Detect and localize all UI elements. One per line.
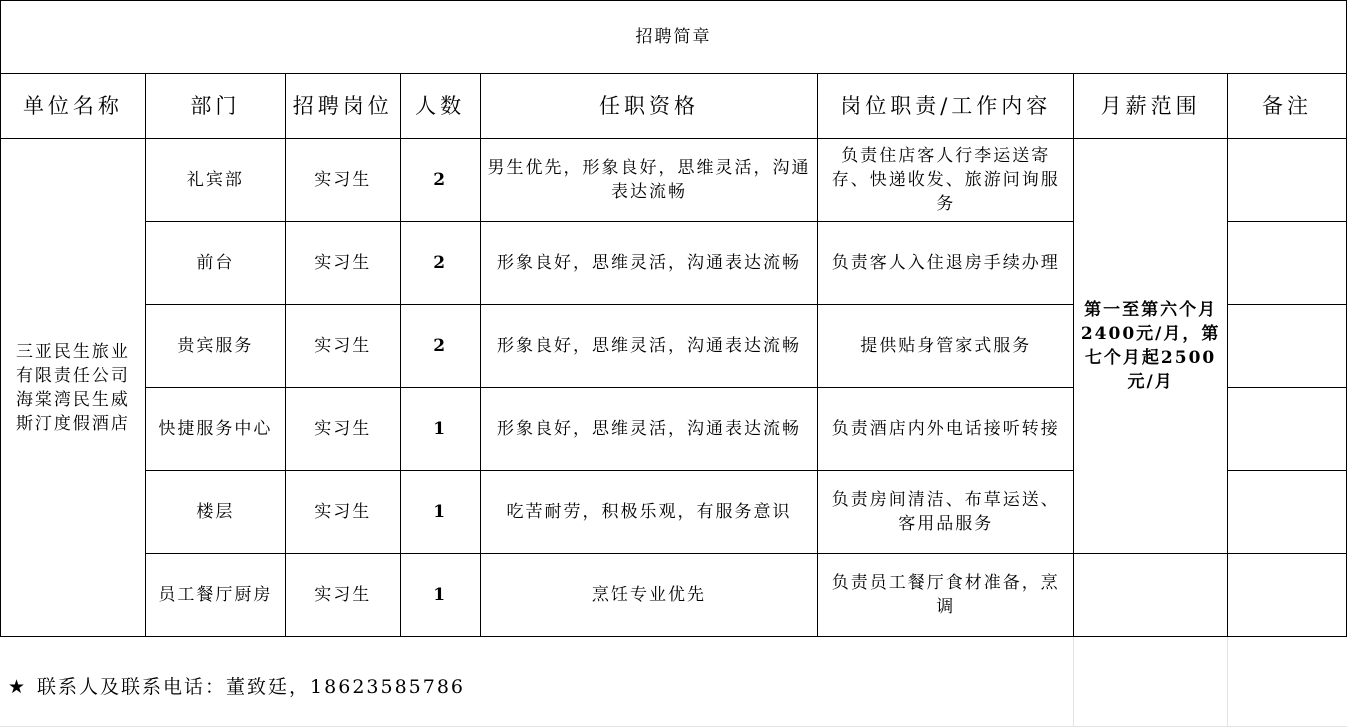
remarks-cell [1228,305,1347,388]
department-cell: 前台 [145,222,285,305]
star-icon: ★ [8,676,28,698]
department-cell: 楼层 [145,471,285,554]
duties-cell: 负责员工餐厅食材准备，烹调 [818,554,1074,637]
salary-empty-cell [1074,554,1228,637]
position-cell: 实习生 [285,222,400,305]
header-duties: 岗位职责/工作内容 [818,74,1074,139]
salary-range: 第一至第六个月2400元/月，第七个月起2500元/月 [1074,139,1228,554]
count-cell: 1 [400,471,480,554]
company-name: 三亚民生旅业有限责任公司海棠湾民生威斯汀度假酒店 [1,139,146,637]
department-cell: 礼宾部 [145,139,285,222]
position-cell: 实习生 [285,305,400,388]
qualification-cell: 吃苦耐劳，积极乐观，有服务意识 [480,471,818,554]
department-cell: 贵宾服务 [145,305,285,388]
header-department: 部门 [145,74,285,139]
duties-cell: 负责酒店内外电话接听转接 [818,388,1074,471]
spreadsheet-gridline [1073,637,1074,727]
header-qualification: 任职资格 [480,74,818,139]
count-cell: 1 [400,388,480,471]
table-row [1,139,1347,222]
duties-cell: 负责客人入住退房手续办理 [818,222,1074,305]
remarks-cell [1228,222,1347,305]
remarks-cell [1228,388,1347,471]
position-cell: 实习生 [285,471,400,554]
count-cell: 2 [400,305,480,388]
duties-cell: 负责房间清洁、布草运送、客用品服务 [818,471,1074,554]
qualification-cell: 形象良好，思维灵活，沟通表达流畅 [480,222,818,305]
contact-line [8,672,465,699]
position-cell: 实习生 [285,139,400,222]
qualification-cell: 烹饪专业优先 [480,554,818,637]
spreadsheet-gridline [1227,637,1228,727]
header-row [1,74,1347,139]
count-cell: 2 [400,222,480,305]
header-count: 人数 [400,74,480,139]
header-company: 单位名称 [1,74,146,139]
remarks-cell [1228,471,1347,554]
contact-text: 联系人及联系电话：董致廷，18623585786 [37,676,466,698]
header-salary: 月薪范围 [1074,74,1228,139]
remarks-cell [1228,554,1347,637]
count-cell: 2 [400,139,480,222]
page-title: 招聘简章 [1,1,1347,74]
qualification-cell: 形象良好，思维灵活，沟通表达流畅 [480,388,818,471]
duties-cell: 提供贴身管家式服务 [818,305,1074,388]
qualification-cell: 男生优先，形象良好，思维灵活，沟通表达流畅 [480,139,818,222]
position-cell: 实习生 [285,388,400,471]
header-remarks: 备注 [1228,74,1347,139]
qualification-cell: 形象良好，思维灵活，沟通表达流畅 [480,305,818,388]
count-cell: 1 [400,554,480,637]
table-row [1,554,1347,637]
department-cell: 快捷服务中心 [145,388,285,471]
department-cell: 员工餐厅厨房 [145,554,285,637]
header-position: 招聘岗位 [285,74,400,139]
remarks-cell [1228,139,1347,222]
duties-cell: 负责住店客人行李运送寄存、快递收发、旅游问询服务 [818,139,1074,222]
position-cell: 实习生 [285,554,400,637]
